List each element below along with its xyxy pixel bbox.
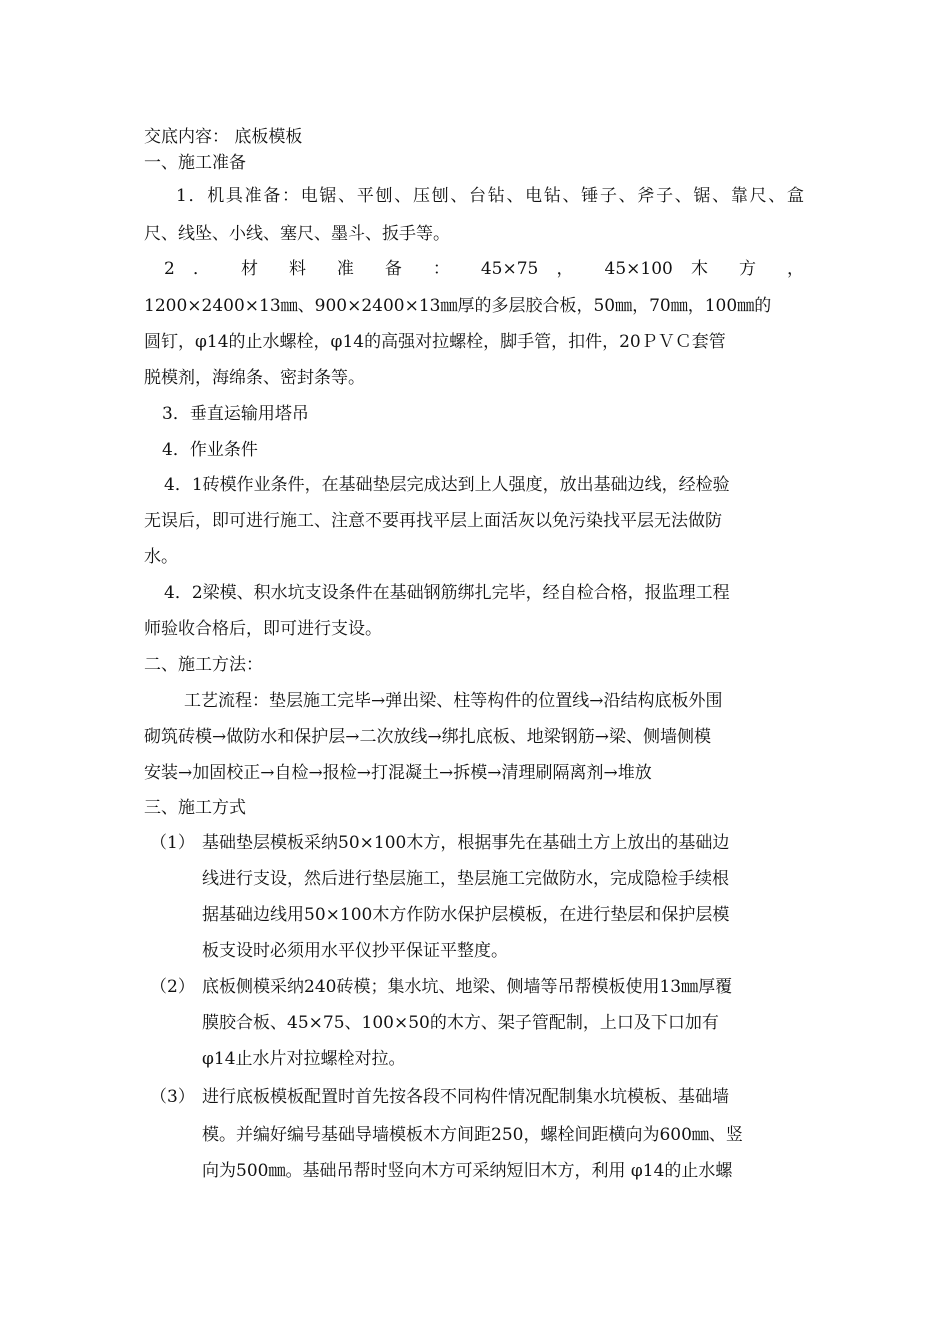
- item-line: 基础垫层模板采纳50×100木方，根据事先在基础土方上放出的基础边: [202, 833, 730, 853]
- paragraph-line: 4．1砖模作业条件，在基础垫层完成达到上人强度，放出基础边线，经检验: [164, 475, 730, 495]
- paragraph-line: 砌筑砖模→做防水和保护层→二次放线→绑扎底板、地梁钢筋→梁、侧墙侧模: [144, 727, 711, 747]
- paragraph-line: 脱模剂，海绵条、密封条等。: [144, 368, 365, 388]
- item-number: （2）: [150, 977, 195, 997]
- item-line: 据基础边线用50×100木方作防水保护层模板，在进行垫层和保护层模: [202, 905, 730, 925]
- paragraph-line: 2 ． 材 料 准 备 ： 45×75 ， 45×100 木 方 ，: [164, 259, 804, 279]
- item-number: （3）: [150, 1087, 195, 1107]
- section-title-1: 一、施工准备: [144, 153, 246, 173]
- section-title-3: 三、施工方式: [144, 798, 246, 818]
- item-line: 模。并编好编号基础导墙模板木方间距250，螺栓间距横向为600㎜、竖: [202, 1125, 743, 1145]
- paragraph-line: 4．2梁模、积水坑支设条件在基础钢筋绑扎完毕，经自检合格，报监理工程: [164, 583, 730, 603]
- paragraph-line: 3．垂直运输用塔吊: [162, 404, 309, 424]
- paragraph-line: 工艺流程：垫层施工完毕→弹出梁、柱等构件的位置线→沿结构底板外围: [184, 691, 723, 711]
- section-title-2: 二、施工方法：: [144, 655, 263, 675]
- paragraph-line: 水。: [144, 547, 178, 567]
- paragraph-line: 尺、线坠、小线、塞尺、墨斗、扳手等。: [144, 224, 450, 244]
- item-line: 底板侧模采纳240砖模；集水坑、地梁、侧墙等吊帮模板使用13㎜厚覆: [202, 977, 733, 997]
- paragraph-line: 安装→加固校正→自检→报检→打混凝土→拆模→清理刷隔离剂→堆放: [144, 763, 652, 783]
- paragraph-line: 无误后，即可进行施工、注意不要再找平层上面活灰以免污染找平层无法做防: [144, 511, 722, 531]
- paragraph-line: 4．作业条件: [162, 440, 258, 460]
- item-line: 板支设时必须用水平仪抄平保证平整度。: [202, 941, 508, 961]
- item-line: 向为500㎜。基础吊帮时竖向木方可采纳短旧木方，利用 φ14的止水螺: [202, 1161, 733, 1181]
- item-line: φ14止水片对拉螺栓对拉。: [202, 1049, 406, 1069]
- item-number: （1）: [150, 833, 195, 853]
- paragraph-line: 师验收合格后，即可进行支设。: [144, 619, 382, 639]
- item-line: 线进行支设，然后进行垫层施工，垫层施工完做防水，完成隐检手续根: [202, 869, 729, 889]
- paragraph-line: 1200×2400×13㎜、900×2400×13㎜厚的多层胶合板，50㎜，70㎜，100㎜的: [144, 296, 772, 316]
- document-heading: 交底内容： 底板模板: [144, 127, 303, 147]
- item-line: 进行底板模板配置时首先按各段不同构件情况配制集水坑模板、基础墙: [202, 1087, 729, 1107]
- paragraph-line: 1．机具准备：电锯、平刨、压刨、台钻、电钻、锤子、斧子、锯、靠尺、盒: [176, 186, 804, 206]
- item-line: 膜胶合板、45×75、100×50的木方、架子管配制，上口及下口加有: [202, 1013, 719, 1033]
- paragraph-line: 圆钉，φ14的止水螺栓，φ14的高强对拉螺栓，脚手管，扣件，20ＰＶＣ套管: [144, 332, 726, 352]
